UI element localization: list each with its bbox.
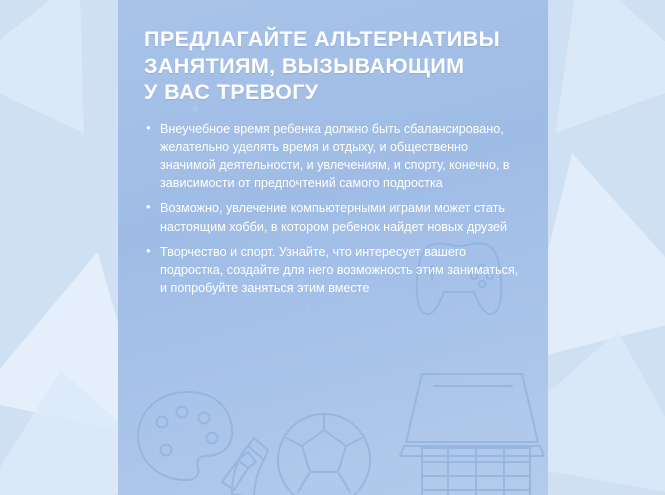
list-item: • Возможно, увлечение компьютерными играми может стать настоящим хобби, в котором ребенок найдет новых друзей xyxy=(144,199,524,235)
title-line-1: ПРЕДЛАГАЙТЕ АЛЬТЕРНАТИВЫ xyxy=(144,27,501,51)
poster-card xyxy=(118,0,548,495)
list-item: • Внеучебное время ребенка должно быть сбалансировано, желательно уделять время и отдыху, и общественно значимой деятельности, и увлечениям, и спорту, конечно, в зависимости от предпочтений самого подростка xyxy=(144,120,524,193)
list-item: • Творчество и спорт. Узнайте, что интересует вашего подростка, создайте для него возможность этим заниматься, и попробуйте заняться этим вместе xyxy=(144,243,524,297)
poster-content xyxy=(118,0,548,297)
title-line-2: ЗАНЯТИЯМ, ВЫЗЫВАЮЩИМ xyxy=(144,53,465,78)
page-title xyxy=(144,26,524,106)
bullet-list xyxy=(144,120,524,297)
title-line-3: У ВАС ТРЕВОГУ xyxy=(144,80,319,105)
